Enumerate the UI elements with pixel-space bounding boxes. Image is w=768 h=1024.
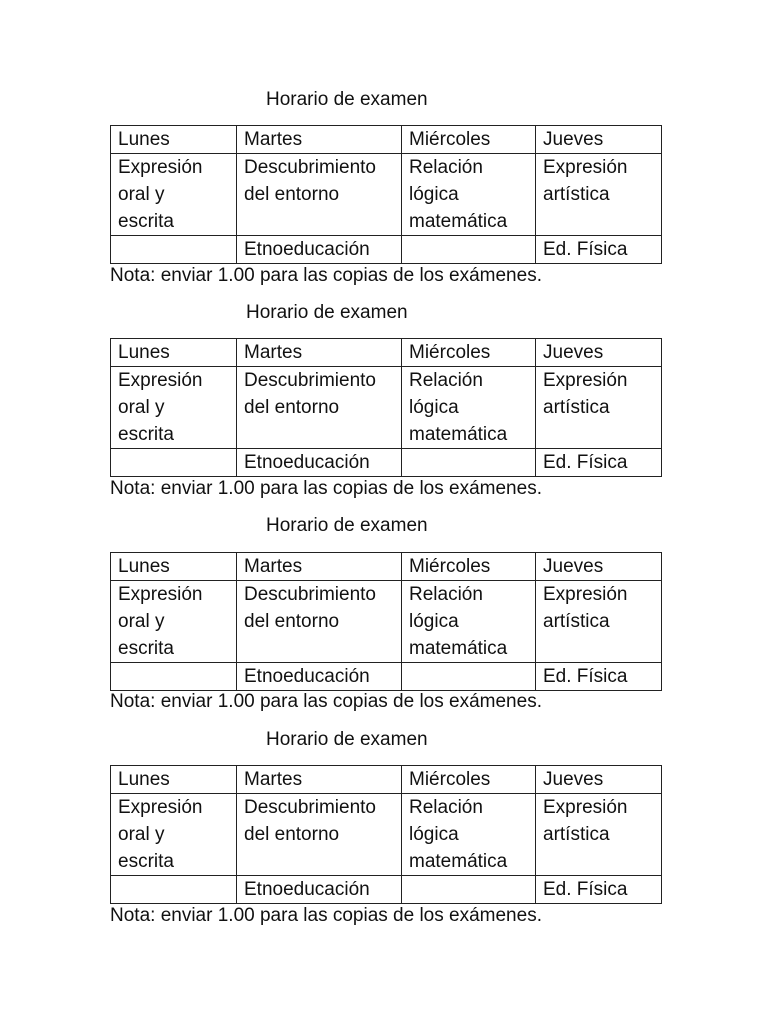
cell-line: Expresión xyxy=(118,370,203,391)
table-cell xyxy=(536,154,662,236)
header-cell-miercoles: Miércoles xyxy=(402,553,536,581)
schedule-note: Nota: enviar 1.00 para las copias de los exámenes. xyxy=(110,691,542,712)
schedule-table xyxy=(110,125,662,264)
cell-line: artística xyxy=(543,184,610,205)
schedule-title: Horario de examen xyxy=(246,302,408,323)
header-cell-jueves: Jueves xyxy=(536,553,662,581)
cell-line: lógica xyxy=(409,611,459,632)
cell-line: Relación xyxy=(409,797,483,818)
table-cell: Ed. Física xyxy=(536,876,662,904)
schedule-note: Nota: enviar 1.00 para las copias de los exámenes. xyxy=(110,265,542,286)
table-cell xyxy=(111,876,237,904)
cell-line: lógica xyxy=(409,397,459,418)
cell-line: lógica xyxy=(409,824,459,845)
cell-line: Relación xyxy=(409,584,483,605)
cell-line: del entorno xyxy=(244,611,340,632)
table-cell xyxy=(111,449,237,477)
table-row xyxy=(111,581,662,663)
cell-line: escrita xyxy=(118,851,174,872)
cell-line: Expresión xyxy=(543,584,628,605)
cell-line: Relación xyxy=(409,370,483,391)
header-cell-lunes: Lunes xyxy=(111,126,237,154)
header-cell-lunes: Lunes xyxy=(111,339,237,367)
cell-line: Expresión xyxy=(118,584,203,605)
header-cell-martes: Martes xyxy=(237,766,402,794)
schedule-title: Horario de examen xyxy=(266,515,428,536)
cell-line: Descubrimiento xyxy=(244,370,376,391)
table-header-row xyxy=(111,126,662,154)
table-cell xyxy=(111,236,237,264)
table-row xyxy=(111,876,662,904)
cell-line: oral y xyxy=(118,184,165,205)
table-cell xyxy=(111,794,237,876)
table-header-row xyxy=(111,553,662,581)
table-row xyxy=(111,449,662,477)
table-row xyxy=(111,154,662,236)
schedule-note: Nota: enviar 1.00 para las copias de los exámenes. xyxy=(110,478,542,499)
cell-line: Expresión xyxy=(543,157,628,178)
cell-line: Expresión xyxy=(543,370,628,391)
table-cell xyxy=(402,876,536,904)
cell-line: artística xyxy=(543,611,610,632)
cell-line: Relación xyxy=(409,157,483,178)
cell-line: artística xyxy=(543,397,610,418)
table-cell xyxy=(536,367,662,449)
cell-line: del entorno xyxy=(244,824,340,845)
cell-line: Descubrimiento xyxy=(244,157,376,178)
table-cell xyxy=(111,663,237,691)
table-cell: Ed. Física xyxy=(536,449,662,477)
table-cell xyxy=(536,581,662,663)
table-cell xyxy=(237,154,402,236)
table-cell: Etnoeducación xyxy=(237,236,402,264)
schedule-note: Nota: enviar 1.00 para las copias de los exámenes. xyxy=(110,905,542,926)
cell-line: matemática xyxy=(409,851,508,872)
table-cell xyxy=(237,581,402,663)
cell-line: matemática xyxy=(409,638,508,659)
cell-line: del entorno xyxy=(244,184,340,205)
cell-line: escrita xyxy=(118,638,174,659)
cell-line: del entorno xyxy=(244,397,340,418)
cell-line: Expresión xyxy=(118,157,203,178)
header-cell-miercoles: Miércoles xyxy=(402,766,536,794)
cell-line: matemática xyxy=(409,424,508,445)
cell-line: matemática xyxy=(409,211,508,232)
header-cell-lunes: Lunes xyxy=(111,766,237,794)
header-cell-jueves: Jueves xyxy=(536,126,662,154)
table-header-row xyxy=(111,339,662,367)
table-row xyxy=(111,236,662,264)
table-cell: Etnoeducación xyxy=(237,876,402,904)
table-cell xyxy=(237,794,402,876)
table-cell xyxy=(111,367,237,449)
cell-line: oral y xyxy=(118,824,165,845)
cell-line: artística xyxy=(543,824,610,845)
schedule-table xyxy=(110,552,662,691)
table-cell xyxy=(402,154,536,236)
schedule-table xyxy=(110,338,662,477)
header-cell-jueves: Jueves xyxy=(536,339,662,367)
header-cell-martes: Martes xyxy=(237,339,402,367)
table-cell: Etnoeducación xyxy=(237,449,402,477)
table-cell xyxy=(402,794,536,876)
table-header-row xyxy=(111,766,662,794)
table-cell xyxy=(536,794,662,876)
cell-line: oral y xyxy=(118,611,165,632)
header-cell-lunes: Lunes xyxy=(111,553,237,581)
table-cell xyxy=(237,367,402,449)
table-cell: Etnoeducación xyxy=(237,663,402,691)
schedule-title: Horario de examen xyxy=(266,89,428,110)
table-cell: Ed. Física xyxy=(536,236,662,264)
table-row xyxy=(111,794,662,876)
cell-line: escrita xyxy=(118,211,174,232)
header-cell-miercoles: Miércoles xyxy=(402,126,536,154)
table-row xyxy=(111,367,662,449)
header-cell-martes: Martes xyxy=(237,553,402,581)
table-cell xyxy=(402,663,536,691)
schedule-title: Horario de examen xyxy=(266,729,428,750)
table-cell xyxy=(111,581,237,663)
cell-line: lógica xyxy=(409,184,459,205)
cell-line: Descubrimiento xyxy=(244,584,376,605)
header-cell-miercoles: Miércoles xyxy=(402,339,536,367)
cell-line: Expresión xyxy=(543,797,628,818)
header-cell-martes: Martes xyxy=(237,126,402,154)
table-cell xyxy=(402,581,536,663)
table-cell xyxy=(402,367,536,449)
cell-line: Expresión xyxy=(118,797,203,818)
header-cell-jueves: Jueves xyxy=(536,766,662,794)
table-cell: Ed. Física xyxy=(536,663,662,691)
cell-line: Descubrimiento xyxy=(244,797,376,818)
schedule-table xyxy=(110,765,662,904)
table-row xyxy=(111,663,662,691)
table-cell xyxy=(111,154,237,236)
cell-line: oral y xyxy=(118,397,165,418)
cell-line: escrita xyxy=(118,424,174,445)
table-cell xyxy=(402,236,536,264)
table-cell xyxy=(402,449,536,477)
